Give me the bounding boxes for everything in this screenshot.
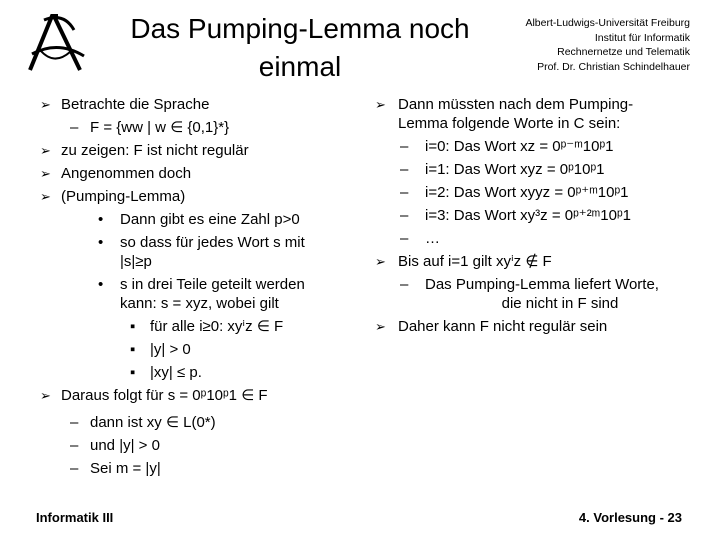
- left-column: [40, 93, 370, 480]
- sub-item: – F = {ww | w ∈ {0,1}*}: [40, 116, 370, 139]
- bullet-item: ➢ Betrachte die Sprache: [40, 93, 370, 116]
- sub-item: – und |y| > 0: [40, 434, 370, 457]
- bullet-item: ➢ Angenommen doch: [40, 162, 370, 185]
- dot-item-continued: |s|≥p: [120, 253, 152, 270]
- institution-block: [500, 16, 690, 74]
- sub-item: – i=0: Das Wort xz = 0ᵖ⁻ᵐ10ᵖ1: [375, 135, 715, 158]
- institution-line: Rechnernetze und Telematik: [557, 46, 690, 58]
- sub-item: – dann ist xy ∈ L(0*): [40, 411, 370, 434]
- bullet-item: ➢ Daraus folgt für s = 0ᵖ10ᵖ1 ∈ F: [40, 384, 370, 407]
- sub-item: – i=3: Das Wort xy³z = 0ᵖ⁺²ᵐ10ᵖ1: [375, 204, 715, 227]
- footer-course: Informatik III: [36, 510, 114, 525]
- sub-item: – Das Pumping-Lemma liefert Worte,: [375, 273, 715, 296]
- institution-line: Prof. Dr. Christian Schindelhauer: [537, 60, 690, 73]
- bullet-item: ➢ Daher kann F nicht regulär sein: [375, 315, 715, 338]
- sub-item: – i=2: Das Wort xyyz = 0ᵖ⁺ᵐ10ᵖ1: [375, 181, 715, 204]
- slide-title: Das Pumping-Lemma noch einmal: [130, 13, 470, 82]
- bullet-item: ➢ zu zeigen: F ist nicht regulär: [40, 139, 370, 162]
- bullet-item: ➢ (Pumping-Lemma): [40, 185, 370, 208]
- sub-item: – …: [375, 227, 715, 250]
- sub-item: – Sei m = |y|: [40, 457, 370, 480]
- university-logo: [24, 10, 90, 76]
- bullet-item: ➢ Dann müssten nach dem Pumping-: [375, 93, 715, 116]
- square-item: ▪ |y| > 0: [40, 338, 370, 361]
- right-column: [375, 93, 715, 338]
- square-item: ▪ |xy| ≤ p.: [40, 361, 370, 384]
- dot-item: • so dass für jedes Wort s mit: [40, 231, 370, 254]
- dot-item: • Dann gibt es eine Zahl p>0: [40, 208, 370, 231]
- dot-item-continued: kann: s = xyz, wobei gilt: [120, 295, 279, 312]
- institution-line: Institut für Informatik: [594, 31, 690, 44]
- institution-line: Albert-Ludwigs-Universität Freiburg: [525, 17, 690, 29]
- footer-page: 4. Vorlesung - 23: [578, 510, 682, 525]
- square-item: ▪ für alle i≥0: xyⁱz ∈ F: [40, 315, 370, 338]
- bullet-item: ➢ Bis auf i=1 gilt xyⁱz ∉ F: [375, 250, 715, 273]
- sub-item-continued: die nicht in F sind: [501, 295, 619, 312]
- sub-item: – i=1: Das Wort xyz = 0ᵖ10ᵖ1: [375, 158, 715, 181]
- bullet-item-continued: Lemma folgende Worte in C sein:: [398, 115, 621, 132]
- dot-item: • s in drei Teile geteilt werden: [40, 273, 370, 296]
